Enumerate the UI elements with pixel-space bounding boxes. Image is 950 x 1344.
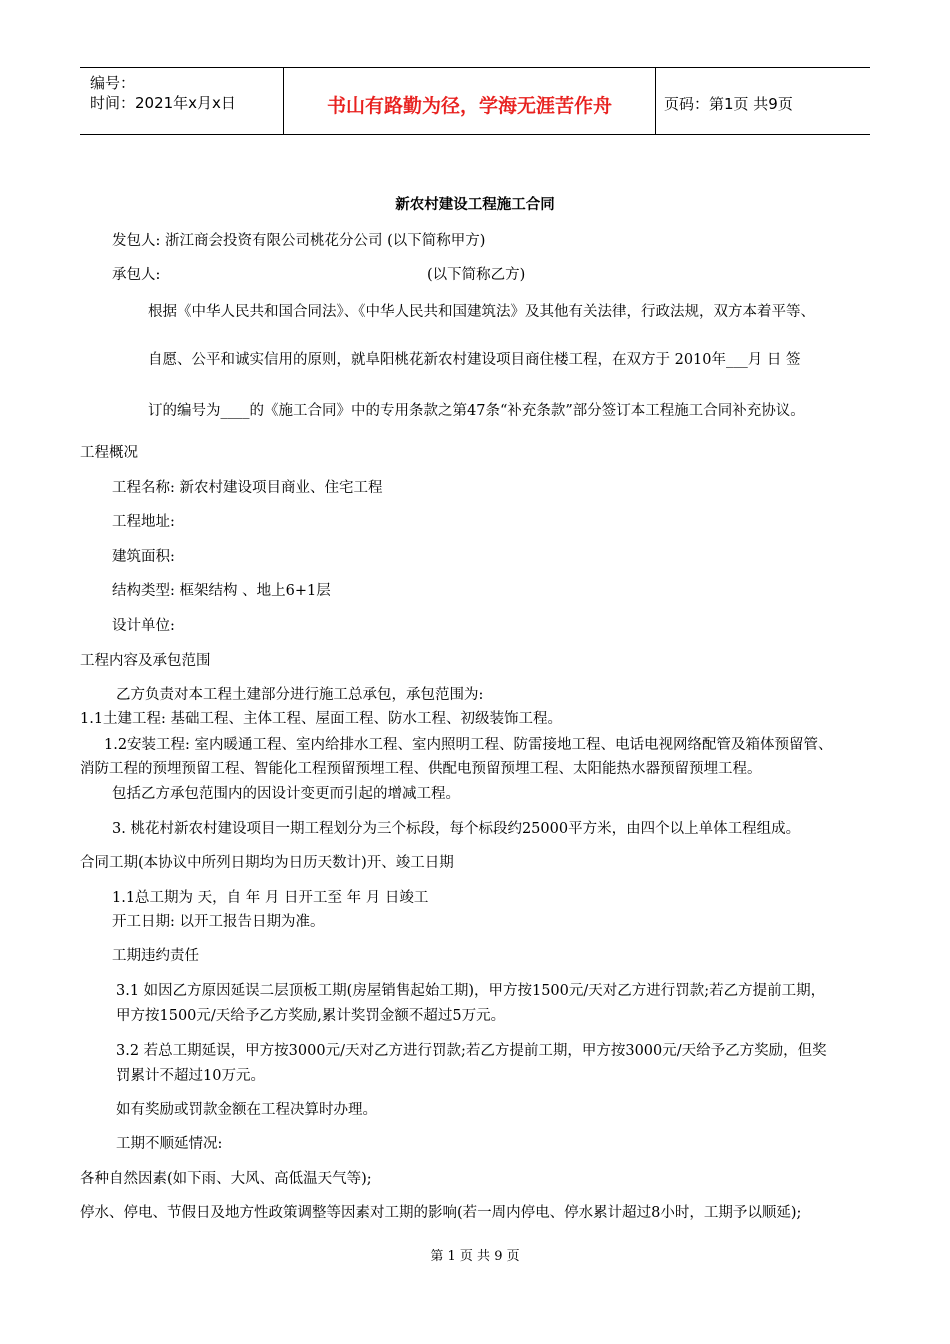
party-b-label: 承包人: — [112, 267, 161, 283]
structure-type-line: 结构类型: 框架结构 、地上6+1层 — [112, 583, 331, 599]
party-a-line: 发包人: 浙江商会投资有限公司桃花分公司 (以下简称甲方) — [112, 233, 486, 249]
header-date-label: 时间：2021年x月x日 — [90, 94, 236, 112]
header-motto: 书山有路勤为径，学海无涯苦作舟 — [326, 95, 612, 117]
intro-line-2: 自愿、公平和诚实信用的原则，就阜阳桃花新农村建设项目商住楼工程，在双方于 2010年___月 日 签 — [148, 352, 801, 368]
section-overview-title: 工程概况 — [80, 445, 138, 461]
penalty-title: 工期违约责任 — [112, 948, 199, 964]
penalty-3-1-line-2: 甲方按1500元/天给予乙方奖励,累计奖罚金额不超过5万元。 — [116, 1008, 506, 1024]
header-page-label: 页码：第1页 共9页 — [664, 95, 793, 113]
schedule-total-line: 1.1总工期为 天，自 年 月 日开工至 年 月 日竣工 — [112, 890, 429, 906]
page-footer: 第 1 页 共 9 页 — [430, 1249, 520, 1264]
scope-item-2-line-2: 消防工程的预埋预留工程、智能化工程预留预埋工程、供配电预留预埋工程、太阳能热水器预留预埋工程。 — [80, 761, 762, 777]
scope-intro-line: 乙方负责对本工程土建部分进行施工总承包，承包范围为: — [116, 687, 484, 703]
document-title: 新农村建设工程施工合同 — [395, 196, 555, 213]
project-name-line: 工程名称: 新农村建设项目商业、住宅工程 — [112, 480, 383, 496]
header-number-label: 编号： — [90, 74, 136, 92]
intro-line-1: 根据《中华人民共和国合同法》、《中华人民共和国建筑法》及其他有关法律，行政法规，双方本着平等、 — [148, 304, 815, 320]
penalty-3-1-line-1: 3.1 如因乙方原因延误二层顶板工期(房屋销售起始工期)，甲方按1500元/天对乙方进行罚款;若乙方提前工期， — [116, 983, 826, 999]
no-extension-title: 工期不顺延情况: — [116, 1136, 223, 1152]
header-motto-cell — [283, 68, 656, 134]
scope-include-line: 包括乙方承包范围内的因设计变更而引起的增减工程。 — [112, 786, 460, 802]
penalty-note-line: 如有奖励或罚款金额在工程决算时办理。 — [116, 1102, 377, 1118]
penalty-3-2-line-2: 罚累计不超过10万元。 — [116, 1068, 265, 1084]
scope-item-3: 3. 桃花村新农村建设项目一期工程划分为三个标段，每个标段约25000平方米，由四个以上单体工程组成。 — [112, 821, 801, 837]
no-extension-item-1: 各种自然因素(如下雨、大风、高低温天气等); — [80, 1171, 372, 1187]
schedule-start-line: 开工日期: 以开工报告日期为准。 — [112, 914, 325, 930]
design-unit-line: 设计单位: — [112, 618, 175, 634]
building-area-line: 建筑面积: — [112, 549, 175, 565]
scope-item-2-line-1: 1.2安装工程: 室内暖通工程、室内给排水工程、室内照明工程、防雷接地工程、电话电视网络配管及箱体预留管、 — [104, 737, 833, 753]
document-header — [80, 67, 870, 135]
party-b-suffix: (以下简称乙方) — [427, 267, 526, 283]
intro-line-3: 订的编号为____的《施工合同》中的专用条款之第47条“补充条款”部分签订本工程施工合同补充协议。 — [148, 403, 805, 419]
section-scope-title: 工程内容及承包范围 — [80, 653, 211, 669]
no-extension-item-2: 停水、停电、节假日及地方性政策调整等因素对工期的影响(若一周内停电、停水累计超过8小时，工期予以顺延); — [80, 1205, 802, 1221]
section-schedule-title: 合同工期(本协议中所列日期均为日历天数计)开、竣工日期 — [80, 855, 454, 871]
project-address-line: 工程地址: — [112, 514, 175, 530]
scope-item-1: 1.1土建工程: 基础工程、主体工程、屋面工程、防水工程、初级装饰工程。 — [80, 711, 563, 727]
penalty-3-2-line-1: 3.2 若总工期延误，甲方按3000元/天对乙方进行罚款;若乙方提前工期，甲方按3000元/天给予乙方奖励，但奖 — [116, 1043, 827, 1059]
